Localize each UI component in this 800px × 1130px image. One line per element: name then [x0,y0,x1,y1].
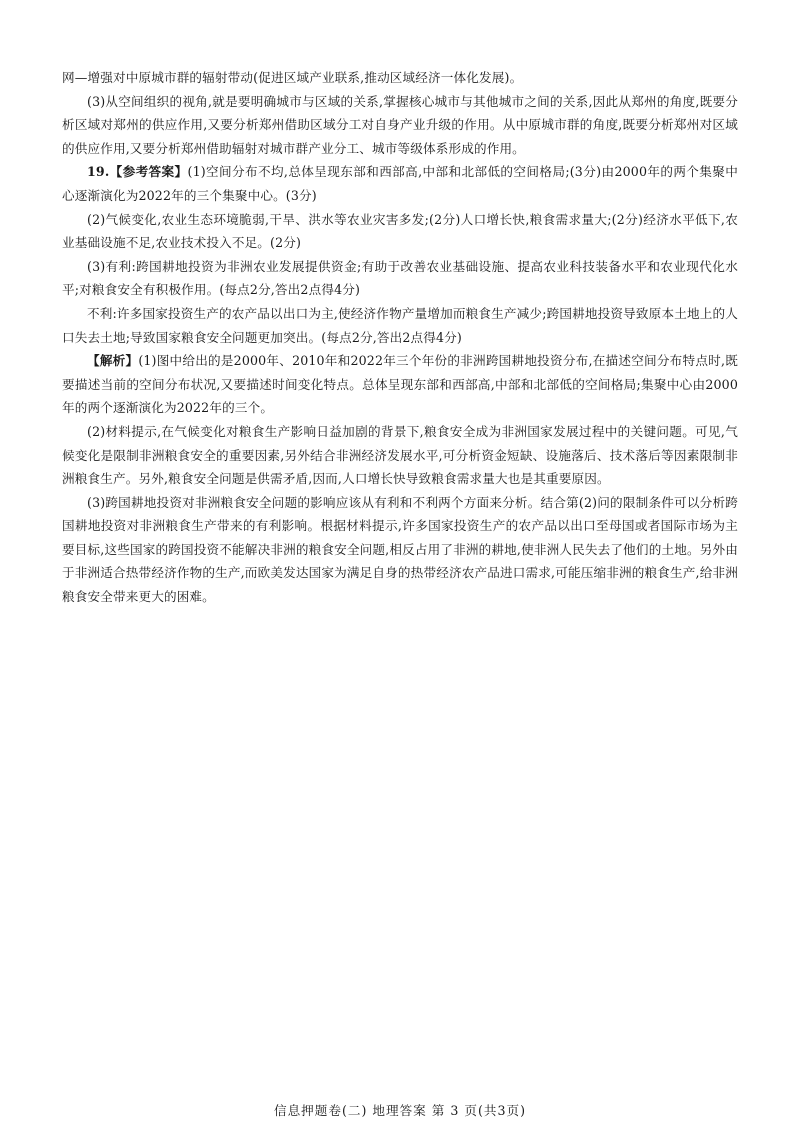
paragraph-q19-analysis-1 [62,349,738,420]
paragraph-text: (3)从空间组织的视角,就是要明确城市与区域的关系,掌握核心城市与其他城市之间的关系,因此从郑州的角度,既要分析区域对郑州的供应作用,又要分析郑州借助区域分工对自身产业升级的作用。从中原城市群的角度,既要分析郑州对区域的供应作用,又要分析郑州借助辐射对城市群产业分工、城市等级体系形成的作用。 [62,93,738,156]
paragraph-text: (1)图中给出的是2000年、2010年和2022年三个年份的非洲跨国耕地投资分布,在描述空间分布特点时,既要描述当前的空间分布状况,又要描述时间变化特点。总体呈现东部和西部高,中部和北部低的空间格局;集聚中心由2000年的两个逐渐演化为2022年的三个。 [62,353,738,416]
paragraph-text: (3)跨国耕地投资对非洲粮食安全问题的影响应该从有利和不利两个方面来分析。结合第(2)问的限制条件可以分析跨国耕地投资对非洲粮食生产带来的有利影响。根据材料提示,许多国家投资生产的农产品以出口至母国或者国际市场为主要目标,这些国家的跨国投资不能解决非洲的粮食安全问题,相反占用了非洲的耕地,使非洲人民失去了他们的土地。另外由于非洲适合热带经济作物的生产,而欧美发达国家为满足自身的热带经济农产品进口需求,可能压缩非洲的粮食生产,给非洲粮食安全带来更大的困难。 [62,494,738,605]
paragraph-q19-answer-3-favorable [62,255,738,302]
answer-label: 19.【参考答案】 [87,164,188,180]
answer-page-body [62,66,738,609]
paragraph-text: (3)有利:跨国耕地投资为非洲农业发展提供资金;有助于改善农业基础设施、提高农业科技装备水平和农业现代化水平;对粮食安全有积极作用。(每点2分,答出2点得4分) [62,258,738,298]
paragraph-text: (2)材料提示,在气候变化对粮食生产影响日益加剧的背景下,粮食安全成为非洲国家发展过程中的关键问题。可见,气候变化是限制非洲粮食安全的重要因素,另外结合非洲经济发展水平,可分析资金短缺、设施落后、技术落后等因素限制非洲粮食生产。另外,粮食安全问题是供需矛盾,因而,人口增长快导致粮食需求量大也是其重要原因。 [62,423,738,487]
page-footer: 信息押题卷(二) 地理答案 第 3 页(共3页) [273,1103,526,1118]
analysis-label: 【解析】 [87,353,139,369]
paragraph-text: (2)气候变化,农业生态环境脆弱,干旱、洪水等农业灾害多发;(2分)人口增长快,粮食需求量大;(2分)经济水平低下,农业基础设施不足,农业技术投入不足。(2分) [62,211,738,251]
paragraph-q19-answer-2 [62,208,738,255]
paragraph-text: (1)空间分布不均,总体呈现东部和西部高,中部和北部低的空间格局;(3分)由2000年的两个集聚中心逐渐演化为2022年的三个集聚中心。(3分) [62,164,738,203]
paragraph-text: 网—增强对中原城市群的辐射带动(促进区域产业联系,推动区域经济一体化发展)。 [62,70,523,85]
paragraph-q19-analysis-3 [62,491,738,609]
paragraph-continuation [62,66,738,90]
paragraph-q19-answer-3-unfavorable [62,302,738,349]
paragraph-q19-analysis-2 [62,420,738,491]
paragraph-q19-answer-1 [62,160,738,207]
paragraph-text: 不利:许多国家投资生产的农产品以出口为主,使经济作物产量增加而粮食生产减少;跨国耕地投资导致原本土地上的人口失去土地;导致国家粮食安全问题更加突出。(每点2分,答出2点得4分) [62,305,738,345]
paragraph-q18-part3-analysis [62,90,738,161]
